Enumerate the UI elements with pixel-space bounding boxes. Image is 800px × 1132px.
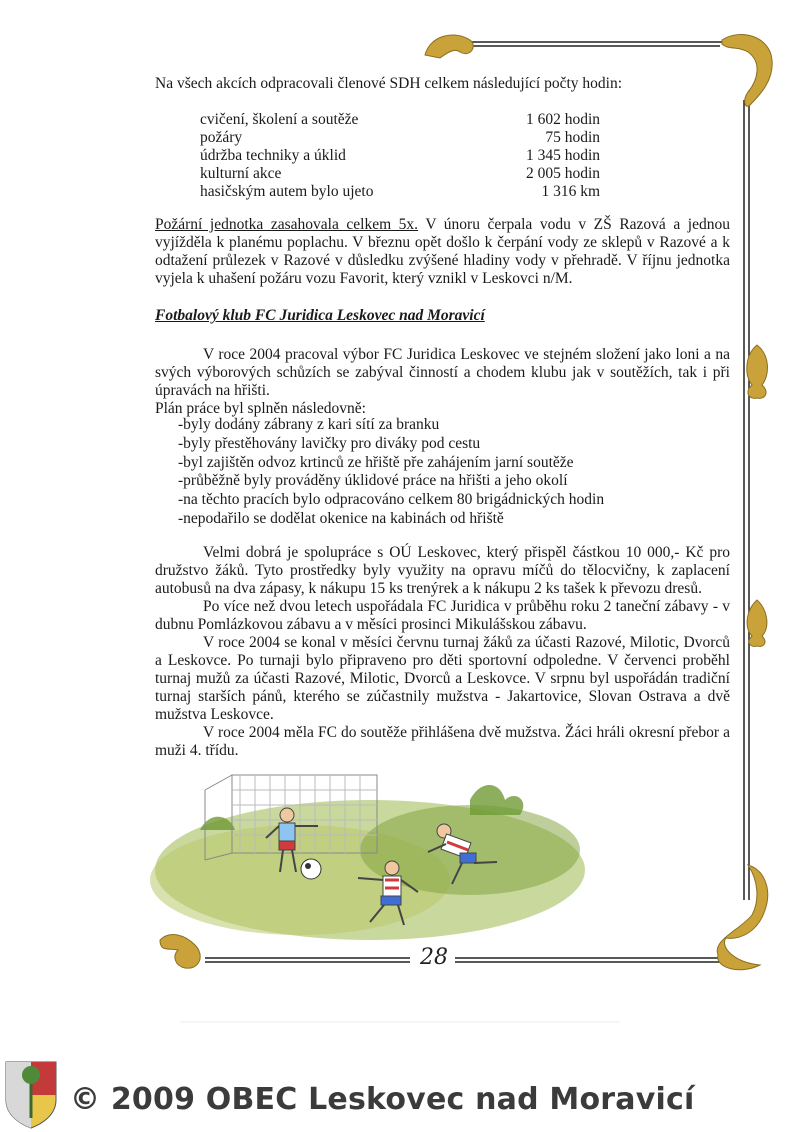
hours-row: údržba techniky a úklid 1 345 hodin bbox=[200, 147, 600, 164]
club-paragraph bbox=[155, 346, 730, 418]
body-paragraphs bbox=[155, 544, 730, 760]
list-item: -byly přestěhovány lavičky pro diváky pod cestu bbox=[178, 434, 481, 452]
page-number: 28 bbox=[420, 945, 448, 970]
intro-text: Na všech akcích odpracovali členové SDH celkem následující počty hodin: bbox=[155, 75, 622, 92]
section-heading: Fotbalový klub FC Juridica Leskovec nad Moravicí bbox=[155, 307, 485, 324]
copyright-footer: © 2009 OBEC Leskovec nad Moravicí bbox=[70, 1082, 695, 1117]
club-intro: V roce 2004 pracoval výbor FC Juridica Leskovec ve stejném složení jako loni a na svých výborových schůzích se zabýval činností a chodem klubu jak v soutěžích, tak i při úpravách na hřišti. bbox=[155, 346, 730, 399]
fire-paragraph bbox=[155, 216, 730, 288]
fire-paragraph-body: V únoru čerpala vodu v ZŠ Razová a jednou vyjížděla k planému poplachu. V březnu opět došlo k čerpání vody ze sklepů v Razové a k odtažení průlezek v Razové v důsledku zvýšené hladiny vody v přehradě. V říjnu jednotka vyjela k uhašení požáru vozu Favorit, který vznikl v Leskovci n/M. bbox=[155, 216, 730, 287]
hours-table bbox=[200, 111, 600, 201]
list-item: -nepodařilo se dodělat okenice na kabinách od hřiště bbox=[178, 509, 504, 527]
coat-of-arms-logo bbox=[6, 1062, 56, 1128]
ball bbox=[301, 859, 321, 879]
hours-row: kulturní akce 2 005 hodin bbox=[200, 165, 600, 182]
paragraph: V roce 2004 měla FC do soutěže přihlášena dvě mužstva. Žáci hráli okresní přebor a muži 4. třídu. bbox=[155, 724, 730, 759]
plan-intro: Plán práce byl splněn následovně: bbox=[155, 400, 366, 417]
list-item: -byly dodány zábrany z kari sítí za branku bbox=[178, 416, 440, 433]
football-illustration bbox=[150, 775, 585, 940]
plan-list bbox=[178, 416, 678, 529]
hours-row: požáry 75 hodin bbox=[200, 129, 600, 146]
paragraph: Velmi dobrá je spolupráce s OÚ Leskovec, který přispěl částkou 10 000,- Kč pro družstvo žáků. Tyto prostředky byly využity na opravu míčů do tělocvičny, k zaplacení autobusů na dva zápasy, k nákupu 15 ks trenýrek a k nákupu 2 ks tašek k převozu dresů. bbox=[155, 544, 730, 597]
paragraph: V roce 2004 se konal v měsíci červnu turnaj žáků za účasti Razové, Milotic, Dvorců a Leskovce. Po turnaji bylo připraveno pro děti sportovní odpoledne. V červenci proběhl turnaj mužů za účasti Razové, Milotic, Dvorců a Leskovce. V srpnu byl uspořádán tradiční turnaj starších pánů, kterého se zúčastnily mužstva - Jakartovice, Slovan Ostrava a dvě mužstva Leskovce. bbox=[155, 634, 730, 723]
paragraph: Po více než dvou letech uspořádala FC Juridica v průběhu roku 2 taneční zábavy - v dubnu Pomlázkovou zábavu a v měsíci prosinci Mikulášskou zábavu. bbox=[155, 598, 730, 633]
hours-row: hasičským autem bylo ujeto 1 316 km bbox=[200, 183, 600, 200]
hours-row: cvičení, školení a soutěže 1 602 hodin bbox=[200, 111, 600, 128]
list-item: -byl zajištěn odvoz krtinců ze hřiště pře zahájením jarní soutěže bbox=[178, 453, 574, 471]
list-item: -průběžně byly prováděny úklidové práce na hřišti a jeho okolí bbox=[178, 472, 568, 490]
list-item: -na těchto pracích bylo odpracováno celkem 80 brigádnických hodin bbox=[178, 491, 605, 509]
fire-paragraph-lead: Požární jednotka zasahovala celkem 5x. bbox=[155, 216, 419, 233]
